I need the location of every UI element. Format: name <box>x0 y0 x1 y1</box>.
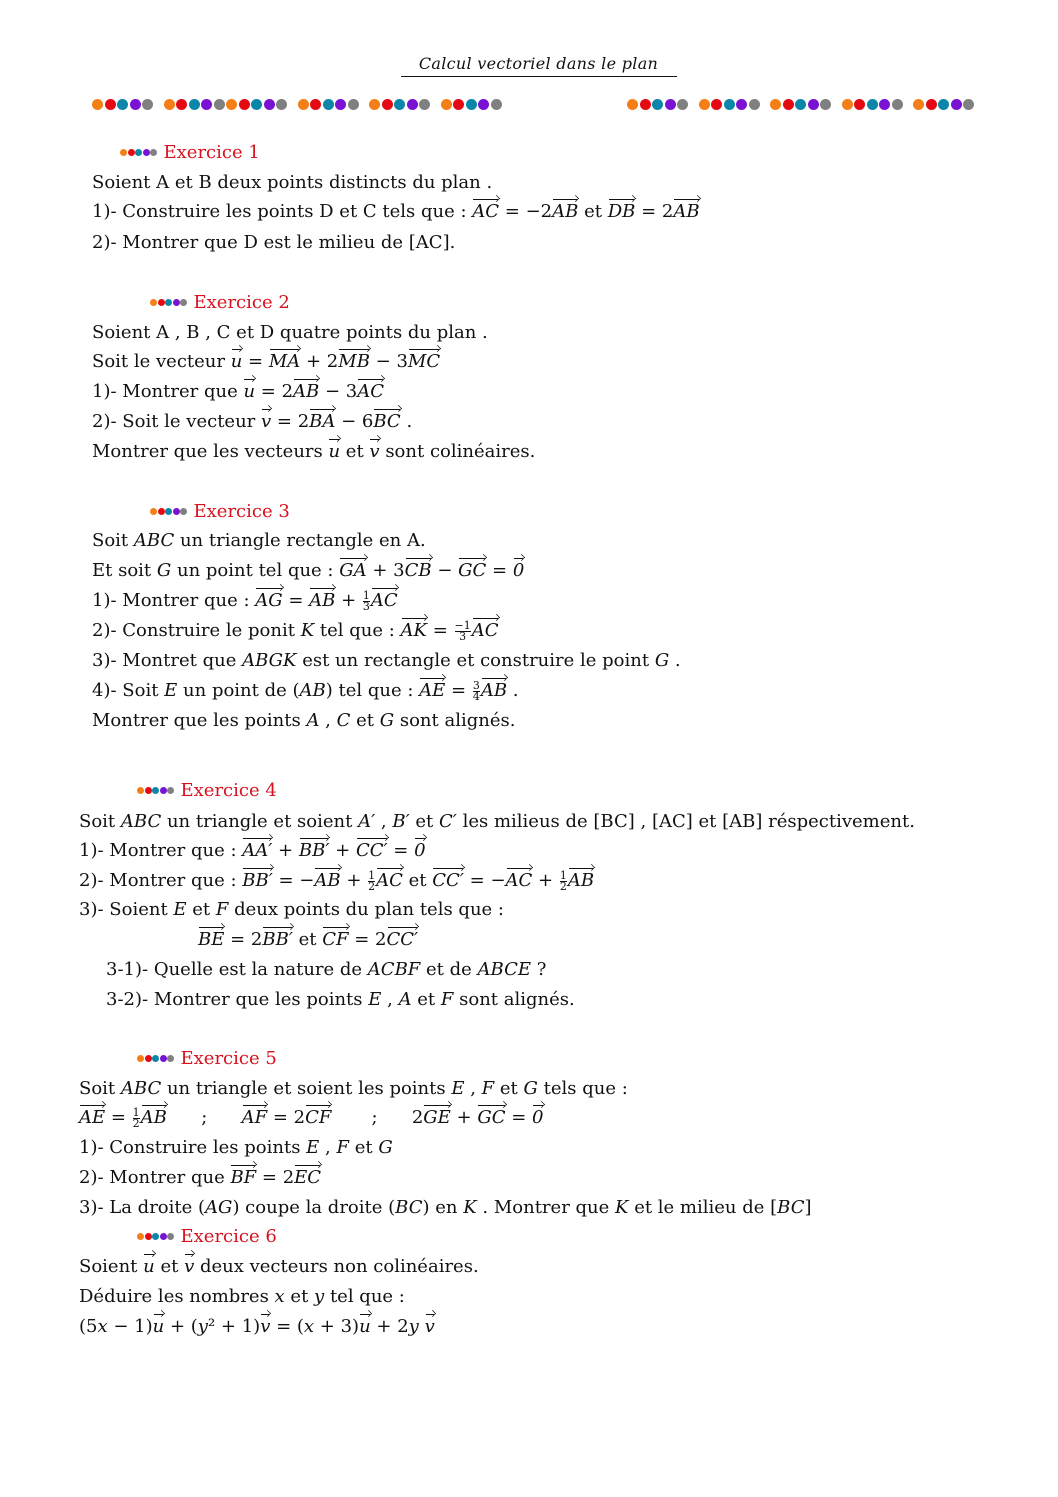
exercise-3-line: 3)- Montret que ABGK est un rectangle et construire le point G . <box>92 650 681 671</box>
dot-group <box>92 99 155 110</box>
exercise-6-line: (5x − 1)u + (y² + 1)v = (x + 3)u + 2y v <box>79 1316 435 1337</box>
exercise-3-line: 1)- Montrer que : AG = AB + $\frac{1}{3}$ AC <box>92 588 398 613</box>
dot-icon <box>348 99 359 110</box>
dot-group <box>441 99 504 110</box>
dot-icon <box>276 99 287 110</box>
decorative-dots-left <box>92 99 512 110</box>
dot-icon <box>677 99 688 110</box>
exercise-5-line: AE = $\frac{1}{2}$ AB ; AF = 2CF ; 2GE + GC = 0 <box>79 1105 544 1130</box>
exercise-3-line: 4)- Soit E un point de (AB) tel que : AE = $\frac{3}{4}$ AB . <box>92 678 519 703</box>
dot-icon <box>652 99 663 110</box>
dot-icon <box>699 99 710 110</box>
heading-dots-icon <box>137 1055 175 1062</box>
dot-icon <box>165 508 172 515</box>
exercise-2-line: Soit le vecteur u = MA + 2MB − 3MC <box>92 351 441 372</box>
dot-icon <box>145 787 152 794</box>
dot-icon <box>137 787 144 794</box>
dot-icon <box>92 99 103 110</box>
dot-icon <box>820 99 831 110</box>
dot-icon <box>239 99 250 110</box>
dot-group <box>369 99 432 110</box>
dot-icon <box>201 99 212 110</box>
exercise-title: Exercice 4 <box>180 780 277 801</box>
dot-icon <box>394 99 405 110</box>
exercise-3-line: 2)- Construire le ponit K tel que : AK = $\frac{-1}{3}$ AC <box>92 618 499 643</box>
dot-icon <box>137 1233 144 1240</box>
dot-icon <box>189 99 200 110</box>
dot-icon <box>926 99 937 110</box>
exercise-4-line: 2)- Montrer que : BB′ = −AB + $\frac{1}{2}$ AC et CC′ = −AC + $\frac{1}{2}$ AB <box>79 868 595 893</box>
exercise-title: Exercice 6 <box>180 1226 277 1247</box>
dot-icon <box>130 99 141 110</box>
heading-dots-icon <box>120 149 158 156</box>
dot-icon <box>145 1233 152 1240</box>
header-title: Calcul vectoriel dans le plan <box>418 54 659 73</box>
exercise-3-heading <box>150 501 290 522</box>
dot-group <box>770 99 833 110</box>
dot-icon <box>382 99 393 110</box>
exercise-title: Exercice 2 <box>193 292 290 313</box>
dot-icon <box>135 149 142 156</box>
exercise-5-line: 2)- Montrer que BF = 2EC <box>79 1167 322 1188</box>
dot-icon <box>335 99 346 110</box>
dot-icon <box>120 149 127 156</box>
dot-icon <box>369 99 380 110</box>
heading-dots-icon <box>137 1233 175 1240</box>
exercise-5-line: 3)- La droite (AG) coupe la droite (BC) en K . Montrer que K et le milieu de [BC] <box>79 1197 812 1218</box>
dot-icon <box>180 508 187 515</box>
dot-icon <box>323 99 334 110</box>
dot-icon <box>143 149 150 156</box>
header-rule <box>401 76 677 77</box>
dot-icon <box>795 99 806 110</box>
dot-icon <box>251 99 262 110</box>
dot-icon <box>951 99 962 110</box>
heading-dots-icon <box>150 508 188 515</box>
dot-icon <box>128 149 135 156</box>
exercise-title: Exercice 5 <box>180 1048 277 1069</box>
dot-icon <box>152 1233 159 1240</box>
dot-icon <box>150 299 157 306</box>
dot-icon <box>867 99 878 110</box>
dot-icon <box>879 99 890 110</box>
dot-icon <box>854 99 865 110</box>
dot-icon <box>117 99 128 110</box>
dot-icon <box>152 1055 159 1062</box>
heading-dots-icon <box>150 299 188 306</box>
dot-icon <box>627 99 638 110</box>
exercise-4-heading <box>137 780 277 801</box>
exercise-2-line: Montrer que les vecteurs u et v sont colinéaires. <box>92 441 536 462</box>
exercise-5-line: 1)- Construire les points E , F et G <box>79 1137 393 1158</box>
dot-icon <box>145 1055 152 1062</box>
exercise-3-line: Soit ABC un triangle rectangle en A. <box>92 530 426 551</box>
dot-group <box>298 99 361 110</box>
dot-icon <box>164 99 175 110</box>
dot-icon <box>913 99 924 110</box>
exercise-1-line: Soient A et B deux points distincts du plan . <box>92 172 493 193</box>
dot-icon <box>938 99 949 110</box>
dot-icon <box>173 508 180 515</box>
exercise-1-line: 2)- Montrer que D est le milieu de [AC]. <box>92 232 456 253</box>
dot-icon <box>142 99 153 110</box>
dot-icon <box>158 299 165 306</box>
dot-icon <box>173 299 180 306</box>
heading-dots-icon <box>137 787 175 794</box>
dot-icon <box>665 99 676 110</box>
dot-group <box>842 99 905 110</box>
exercise-4-line: 3)- Soient E et F deux points du plan tels que : <box>79 899 504 920</box>
exercise-2-line: 2)- Soit le vecteur v = 2BA − 6BC . <box>92 411 413 432</box>
dot-icon <box>783 99 794 110</box>
dot-icon <box>453 99 464 110</box>
dot-icon <box>264 99 275 110</box>
dot-icon <box>214 99 225 110</box>
dot-icon <box>736 99 747 110</box>
exercise-1-heading <box>120 142 260 163</box>
dot-icon <box>711 99 722 110</box>
dot-icon <box>298 99 309 110</box>
dot-icon <box>137 1055 144 1062</box>
dot-icon <box>176 99 187 110</box>
dot-group <box>913 99 976 110</box>
dot-icon <box>180 299 187 306</box>
exercise-6-heading <box>137 1226 277 1247</box>
dot-icon <box>167 1233 174 1240</box>
dot-icon <box>165 299 172 306</box>
dot-icon <box>724 99 735 110</box>
dot-icon <box>963 99 974 110</box>
exercise-4-line: 3-1)- Quelle est la nature de ACBF et de ABCE ? <box>106 959 547 980</box>
exercise-title: Exercice 1 <box>163 142 260 163</box>
decorative-dots-right <box>627 99 985 110</box>
dot-icon <box>150 508 157 515</box>
exercise-5-heading <box>137 1048 277 1069</box>
exercise-3-line: Montrer que les points A , C et G sont alignés. <box>92 710 516 731</box>
dot-icon <box>491 99 502 110</box>
dot-group <box>627 99 690 110</box>
dot-icon <box>749 99 760 110</box>
dot-icon <box>310 99 321 110</box>
dot-icon <box>160 1233 167 1240</box>
dot-icon <box>152 787 159 794</box>
exercise-2-line: Soient A , B , C et D quatre points du plan . <box>92 322 488 343</box>
exercise-4-line: BE = 2BB′ et CF = 2CC′ <box>198 929 419 950</box>
dot-icon <box>640 99 651 110</box>
dot-icon <box>892 99 903 110</box>
dot-group <box>164 99 289 110</box>
dot-icon <box>158 508 165 515</box>
exercise-6-line: Soient u et v deux vecteurs non colinéaires. <box>79 1256 479 1277</box>
exercise-4-line: Soit ABC un triangle et soient A′ , B′ et C′ les milieus de [BC] , [AC] et [AB] réspectivement. <box>79 811 915 832</box>
dot-icon <box>770 99 781 110</box>
dot-icon <box>419 99 430 110</box>
exercise-3-line: Et soit G un point tel que : GA + 3CB − GC = 0 <box>92 560 525 581</box>
exercise-2-line: 1)- Montrer que u = 2AB − 3AC <box>92 381 385 402</box>
dot-icon <box>466 99 477 110</box>
exercise-4-line: 1)- Montrer que : AA′ + BB′ + CC′ = 0 <box>79 840 426 861</box>
dot-icon <box>441 99 452 110</box>
exercise-2-heading <box>150 292 290 313</box>
dot-icon <box>808 99 819 110</box>
exercise-title: Exercice 3 <box>193 501 290 522</box>
dot-icon <box>160 1055 167 1062</box>
dot-group <box>699 99 762 110</box>
dot-icon <box>478 99 489 110</box>
dot-icon <box>407 99 418 110</box>
dot-icon <box>105 99 116 110</box>
exercise-4-line: 3-2)- Montrer que les points E , A et F sont alignés. <box>106 989 575 1010</box>
dot-icon <box>842 99 853 110</box>
exercise-5-line: Soit ABC un triangle et soient les points E , F et G tels que : <box>79 1078 628 1099</box>
exercise-6-line: Déduire les nombres x et y tel que : <box>79 1286 405 1307</box>
dot-icon <box>226 99 237 110</box>
exercise-1-line: 1)- Construire les points D et C tels que : AC = −2AB et DB = 2AB <box>92 201 700 222</box>
dot-icon <box>150 149 157 156</box>
dot-icon <box>167 787 174 794</box>
dot-icon <box>160 787 167 794</box>
dot-icon <box>167 1055 174 1062</box>
